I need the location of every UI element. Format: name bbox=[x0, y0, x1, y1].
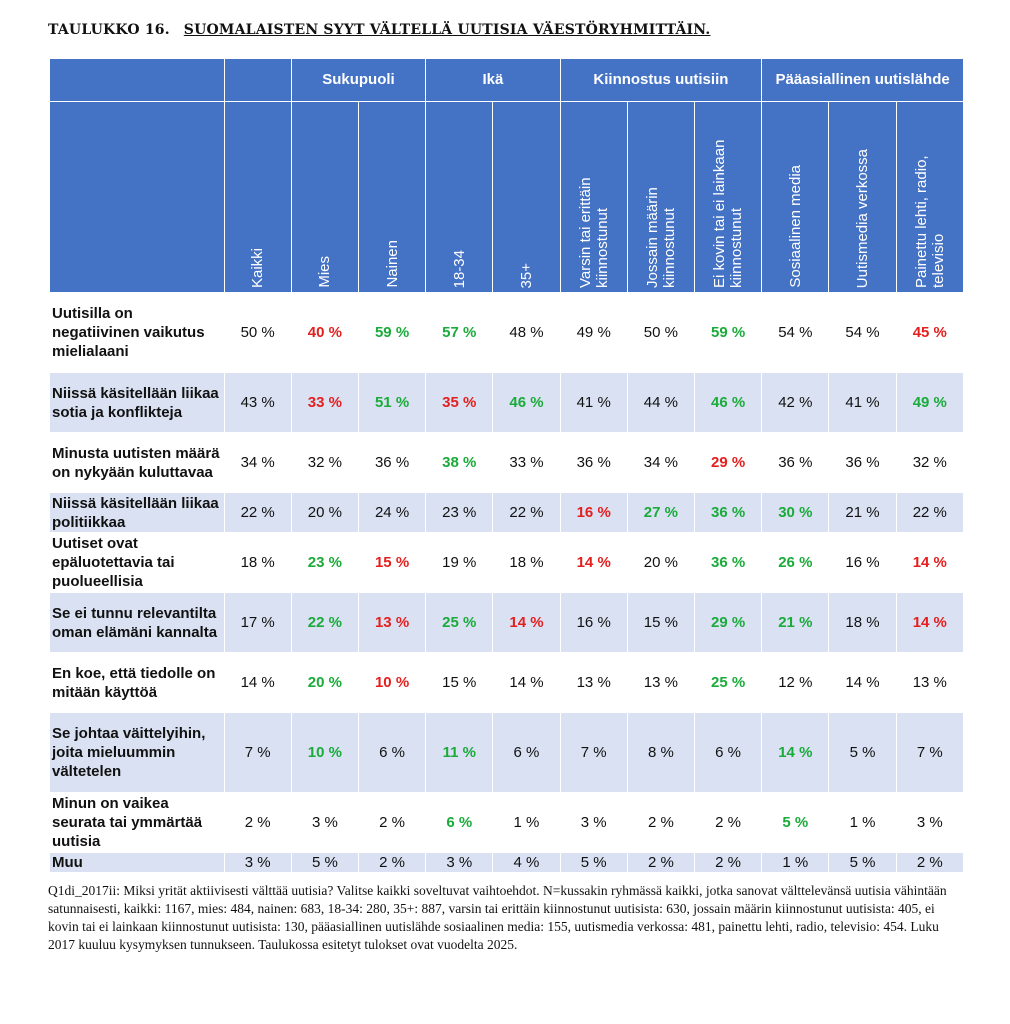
column-header: 18-34 bbox=[426, 102, 493, 293]
table-cell: 51 % bbox=[358, 373, 425, 433]
table-cell: 5 % bbox=[829, 713, 896, 793]
table-row bbox=[50, 373, 964, 433]
table-cell: 50 % bbox=[224, 293, 291, 373]
column-header: Kaikki bbox=[224, 102, 291, 293]
table-cell: 22 % bbox=[493, 493, 560, 533]
table-body bbox=[50, 293, 964, 873]
table-cell: 10 % bbox=[358, 653, 425, 713]
table-cell: 29 % bbox=[695, 593, 762, 653]
table-row bbox=[50, 293, 964, 373]
table-cell: 2 % bbox=[896, 853, 963, 873]
column-header: Sosiaalinen media bbox=[762, 102, 829, 293]
row-label: Se johtaa väittelyihin, joita mieluummin vältetelen bbox=[50, 713, 225, 793]
table-cell: 1 % bbox=[829, 793, 896, 853]
column-header: Painettu lehti, radio, televisio bbox=[896, 102, 963, 293]
table-cell: 6 % bbox=[426, 793, 493, 853]
header-corner bbox=[50, 59, 225, 102]
group-header-uutislahde: Pääasiallinen uutislähde bbox=[762, 59, 964, 102]
table-cell: 2 % bbox=[358, 853, 425, 873]
table-cell: 35 % bbox=[426, 373, 493, 433]
table-cell: 12 % bbox=[762, 653, 829, 713]
table-cell: 2 % bbox=[695, 793, 762, 853]
table-cell: 6 % bbox=[695, 713, 762, 793]
table-cell: 2 % bbox=[358, 793, 425, 853]
table-cell: 13 % bbox=[358, 593, 425, 653]
table-cell: 22 % bbox=[291, 593, 358, 653]
table-cell: 14 % bbox=[560, 533, 627, 593]
table-cell: 11 % bbox=[426, 713, 493, 793]
group-header-ika: Ikä bbox=[426, 59, 560, 102]
table-cell: 2 % bbox=[224, 793, 291, 853]
table-cell: 13 % bbox=[560, 653, 627, 713]
table-cell: 3 % bbox=[224, 853, 291, 873]
table-cell: 22 % bbox=[896, 493, 963, 533]
table-row bbox=[50, 713, 964, 793]
column-header: Ei kovin tai ei lainkaan kiinnostunut bbox=[695, 102, 762, 293]
column-header: Nainen bbox=[358, 102, 425, 293]
table-cell: 20 % bbox=[291, 493, 358, 533]
row-label: Niissä käsitellään liikaa sotia ja konflikteja bbox=[50, 373, 225, 433]
row-label: Uutisilla on negatiivinen vaikutus mielialaani bbox=[50, 293, 225, 373]
row-label: Minusta uutisten määrä on nykyään kuluttavaa bbox=[50, 433, 225, 493]
table-cell: 44 % bbox=[627, 373, 694, 433]
table-cell: 20 % bbox=[627, 533, 694, 593]
table-cell: 16 % bbox=[560, 593, 627, 653]
row-label: Niissä käsitellään liikaa politiikkaa bbox=[50, 493, 225, 533]
table-cell: 36 % bbox=[829, 433, 896, 493]
table-cell: 36 % bbox=[560, 433, 627, 493]
table-cell: 29 % bbox=[695, 433, 762, 493]
table-row bbox=[50, 793, 964, 853]
table-cell: 23 % bbox=[426, 493, 493, 533]
row-label: En koe, että tiedolle on mitään käyttöä bbox=[50, 653, 225, 713]
table-cell: 3 % bbox=[560, 793, 627, 853]
table-cell: 1 % bbox=[762, 853, 829, 873]
header-blank-kaikki bbox=[224, 59, 291, 102]
table-cell: 15 % bbox=[627, 593, 694, 653]
table-cell: 32 % bbox=[896, 433, 963, 493]
table-cell: 10 % bbox=[291, 713, 358, 793]
row-label: Minun on vaikea seurata tai ymmärtää uutisia bbox=[50, 793, 225, 853]
table-cell: 16 % bbox=[829, 533, 896, 593]
table-cell: 33 % bbox=[493, 433, 560, 493]
table-cell: 5 % bbox=[560, 853, 627, 873]
table-row bbox=[50, 593, 964, 653]
table-cell: 42 % bbox=[762, 373, 829, 433]
column-header: Uutismedia verkossa bbox=[829, 102, 896, 293]
table-cell: 3 % bbox=[896, 793, 963, 853]
group-header-kiinnostus: Kiinnostus uutisiin bbox=[560, 59, 762, 102]
table-cell: 21 % bbox=[762, 593, 829, 653]
table-cell: 59 % bbox=[358, 293, 425, 373]
table-cell: 5 % bbox=[829, 853, 896, 873]
table-cell: 13 % bbox=[896, 653, 963, 713]
table-cell: 1 % bbox=[493, 793, 560, 853]
table-cell: 15 % bbox=[426, 653, 493, 713]
table-cell: 14 % bbox=[493, 653, 560, 713]
table-cell: 2 % bbox=[695, 853, 762, 873]
table-cell: 26 % bbox=[762, 533, 829, 593]
table-cell: 36 % bbox=[695, 533, 762, 593]
table-cell: 46 % bbox=[695, 373, 762, 433]
table-cell: 54 % bbox=[829, 293, 896, 373]
table-cell: 54 % bbox=[762, 293, 829, 373]
table-cell: 6 % bbox=[358, 713, 425, 793]
data-table bbox=[49, 58, 964, 873]
table-cell: 5 % bbox=[762, 793, 829, 853]
table-cell: 38 % bbox=[426, 433, 493, 493]
table-cell: 14 % bbox=[224, 653, 291, 713]
table-cell: 19 % bbox=[426, 533, 493, 593]
column-header: Varsin tai erittäin kiinnostunut bbox=[560, 102, 627, 293]
table-cell: 33 % bbox=[291, 373, 358, 433]
table-cell: 14 % bbox=[493, 593, 560, 653]
table-cell: 2 % bbox=[627, 853, 694, 873]
table-cell: 46 % bbox=[493, 373, 560, 433]
table-cell: 7 % bbox=[896, 713, 963, 793]
table-cell: 14 % bbox=[896, 593, 963, 653]
table-cell: 8 % bbox=[627, 713, 694, 793]
table-cell: 7 % bbox=[560, 713, 627, 793]
column-header: Mies bbox=[291, 102, 358, 293]
table-cell: 48 % bbox=[493, 293, 560, 373]
table-cell: 3 % bbox=[291, 793, 358, 853]
table-cell: 15 % bbox=[358, 533, 425, 593]
table-cell: 16 % bbox=[560, 493, 627, 533]
table-cell: 18 % bbox=[224, 533, 291, 593]
table-cell: 25 % bbox=[695, 653, 762, 713]
column-header-row bbox=[50, 102, 964, 293]
table-cell: 24 % bbox=[358, 493, 425, 533]
column-header: Jossain määrin kiinnostunut bbox=[627, 102, 694, 293]
footnote: Q1di_2017ii: Miksi yrität aktiivisesti välttää uutisia? Valitse kaikki soveltuvat vaihtoehdot. N=kussakin ryhmässä kaikki, jotka sanovat välttelevänsä uutisia vähintään satunnaisesti, kaikki: 1167, mies: 484, nainen: 683, 18-34: 280, 35+: 887, varsin tai erittäin kiinnostunut uutisista: 630, jossain määrin kiinnostunut uutisista: 405, ei kovin tai ei lainkaan kiinnostunut uutisista: 130, pääasiallinen uutislähde sosiaalinen media: 155, uutismedia verkossa: 481, painettu lehti, radio, televisio: 454. Luku 2017 kuuluu kysymyksen tunnukseen. Taulukossa esitetyt tulokset ovat vuodelta 2025. bbox=[48, 883, 947, 952]
table-cell: 5 % bbox=[291, 853, 358, 873]
table-cell: 20 % bbox=[291, 653, 358, 713]
table-cell: 41 % bbox=[829, 373, 896, 433]
table-number: TAULUKKO 16. bbox=[48, 22, 170, 38]
table-cell: 18 % bbox=[493, 533, 560, 593]
table-cell: 49 % bbox=[896, 373, 963, 433]
table-cell: 30 % bbox=[762, 493, 829, 533]
table-cell: 6 % bbox=[493, 713, 560, 793]
table-cell: 22 % bbox=[224, 493, 291, 533]
table-cell: 36 % bbox=[762, 433, 829, 493]
table-cell: 14 % bbox=[896, 533, 963, 593]
table-cell: 23 % bbox=[291, 533, 358, 593]
table-cell: 36 % bbox=[358, 433, 425, 493]
table-row bbox=[50, 493, 964, 533]
table-cell: 14 % bbox=[829, 653, 896, 713]
row-label: Muu bbox=[50, 853, 225, 873]
table-cell: 34 % bbox=[627, 433, 694, 493]
table-cell: 17 % bbox=[224, 593, 291, 653]
table-cell: 3 % bbox=[426, 853, 493, 873]
table-cell: 18 % bbox=[829, 593, 896, 653]
table-cell: 57 % bbox=[426, 293, 493, 373]
group-header-sukupuoli: Sukupuoli bbox=[291, 59, 425, 102]
group-header-row bbox=[50, 59, 964, 102]
table-cell: 32 % bbox=[291, 433, 358, 493]
table-cell: 34 % bbox=[224, 433, 291, 493]
table-cell: 7 % bbox=[224, 713, 291, 793]
table-cell: 59 % bbox=[695, 293, 762, 373]
table-cell: 27 % bbox=[627, 493, 694, 533]
table-cell: 14 % bbox=[762, 713, 829, 793]
table-subject: SUOMALAISTEN SYYT VÄLTELLÄ UUTISIA VÄESTÖRYHMITTÄIN. bbox=[183, 22, 711, 38]
table-cell: 41 % bbox=[560, 373, 627, 433]
table-cell: 49 % bbox=[560, 293, 627, 373]
table-cell: 2 % bbox=[627, 793, 694, 853]
table-cell: 25 % bbox=[426, 593, 493, 653]
table-cell: 43 % bbox=[224, 373, 291, 433]
table-cell: 21 % bbox=[829, 493, 896, 533]
row-label: Uutiset ovat epäluotettavia tai puolueellisia bbox=[50, 533, 225, 593]
table-cell: 36 % bbox=[695, 493, 762, 533]
table-title bbox=[48, 22, 710, 38]
table-cell: 13 % bbox=[627, 653, 694, 713]
table-row bbox=[50, 533, 964, 593]
table-cell: 45 % bbox=[896, 293, 963, 373]
row-label: Se ei tunnu relevantilta oman elämäni kannalta bbox=[50, 593, 225, 653]
table-cell: 50 % bbox=[627, 293, 694, 373]
column-header: 35+ bbox=[493, 102, 560, 293]
table-row bbox=[50, 853, 964, 873]
table-row bbox=[50, 433, 964, 493]
table-row bbox=[50, 653, 964, 713]
header-stub bbox=[50, 102, 225, 293]
table-cell: 40 % bbox=[291, 293, 358, 373]
table-cell: 4 % bbox=[493, 853, 560, 873]
